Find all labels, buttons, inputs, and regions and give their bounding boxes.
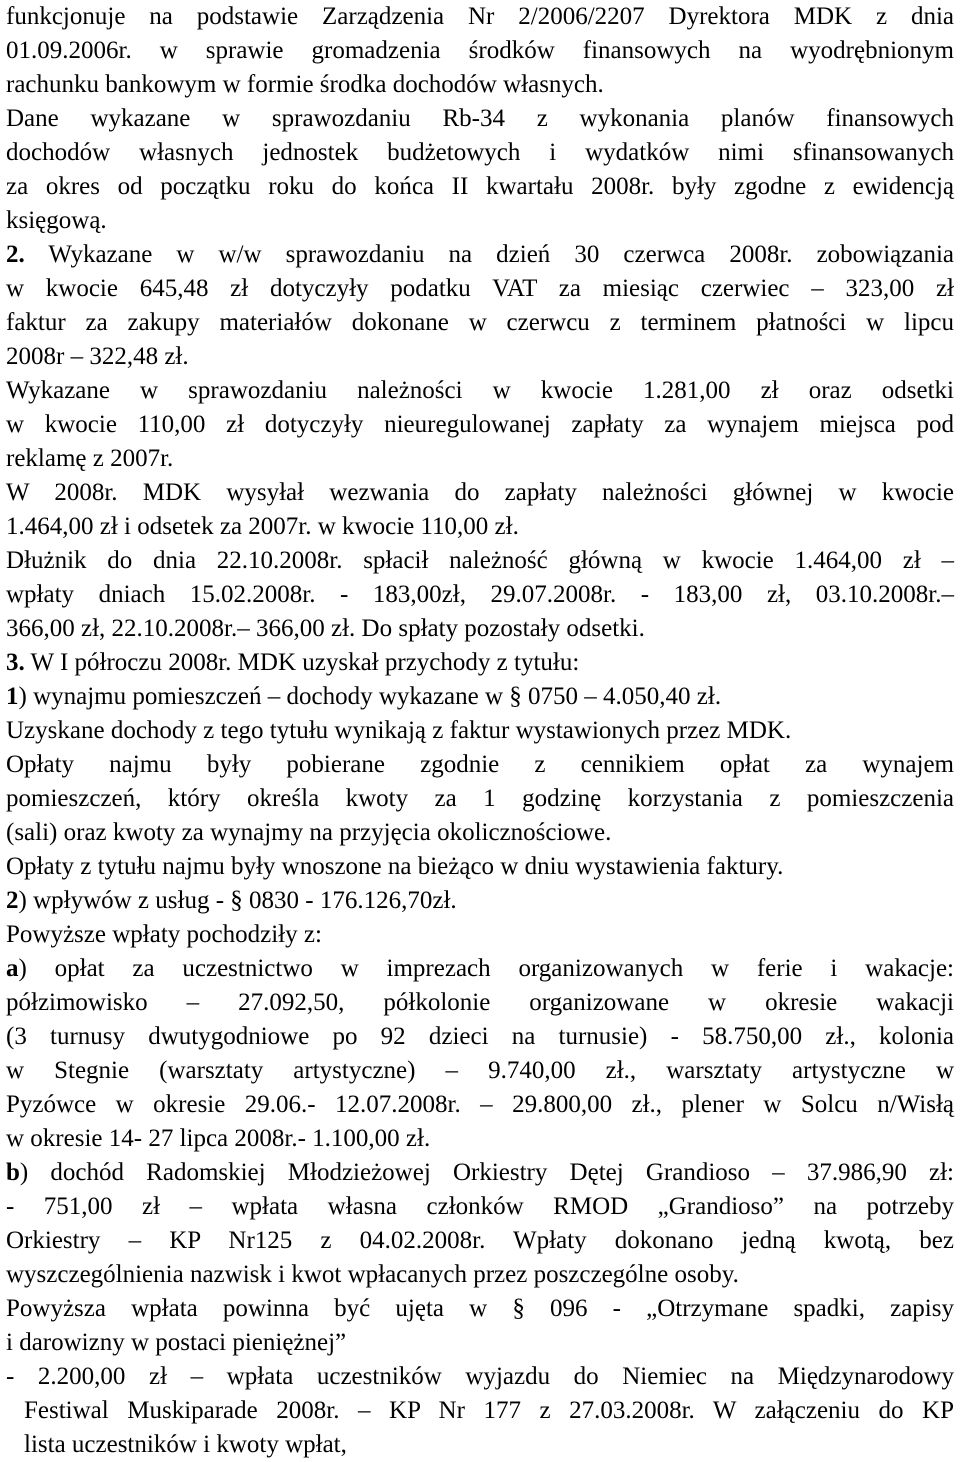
line-text: Opłaty najmu były pobierane zgodnie z cennikiem opłat za wynajem xyxy=(6,751,954,778)
line-text: reklamę z 2007r. xyxy=(6,445,174,472)
text-line xyxy=(6,1224,954,1258)
line-text: (sali) oraz kwoty za wynajmy na przyjęcia okolicznościowe. xyxy=(6,819,612,846)
line-text: W I półroczu 2008r. MDK uzyskał przychody z tytułu: xyxy=(24,649,580,676)
line-text: za okres od początku roku do końca II kwartału 2008r. były zgodne z ewidencją xyxy=(6,173,954,200)
line-text: ) wynajmu pomieszczeń – dochody wykazane w § 0750 – 4.050,40 zł. xyxy=(18,683,722,710)
line-text: Wykazane w w/w sprawozdaniu na dzień 30 czerwca 2008r. zobowiązania xyxy=(24,241,954,268)
text-line xyxy=(6,578,954,612)
line-text: pomieszczeń, który określa kwoty za 1 godzinę korzystania z pomieszczenia xyxy=(6,785,954,812)
text-line xyxy=(6,748,954,782)
line-text: - 751,00 zł – wpłata własna członków RMOD „Grandioso” na potrzeby xyxy=(6,1193,954,1220)
text-line xyxy=(6,0,954,34)
line-text: dochodów własnych jednostek budżetowych i wydatków nimi sfinansowanych xyxy=(6,139,954,166)
line-text: Wykazane w sprawozdaniu należności w kwocie 1.281,00 zł oraz odsetki xyxy=(6,377,954,404)
line-text: półzimowisko – 27.092,50, półkolonie organizowane w okresie wakacji xyxy=(6,989,954,1016)
line-text: ) dochód Radomskiej Młodzieżowej Orkiestry Dętej Grandioso – 37.986,90 zł: xyxy=(19,1159,954,1186)
text-line xyxy=(6,714,954,748)
text-line xyxy=(6,952,954,986)
text-line xyxy=(6,510,954,544)
text-line xyxy=(6,170,954,204)
text-line xyxy=(6,782,954,816)
text-line xyxy=(6,1326,954,1360)
text-line xyxy=(6,238,954,272)
line-text: w kwocie 645,48 zł dotyczyły podatku VAT za miesiąc czerwiec – 323,00 zł xyxy=(6,275,954,302)
text-line xyxy=(6,1020,954,1054)
line-text: 2008r – 322,48 zł. xyxy=(6,343,189,370)
text-line xyxy=(6,544,954,578)
line-text: lista uczestników i kwoty wpłat, xyxy=(24,1431,347,1458)
item-marker: a xyxy=(6,955,19,982)
line-text: 1.464,00 zł i odsetek za 2007r. w kwocie 110,00 zł. xyxy=(6,513,519,540)
line-text: funkcjonuje na podstawie Zarządzenia Nr 2/2006/2207 Dyrektora MDK z dnia xyxy=(6,3,954,30)
text-line xyxy=(6,34,954,68)
text-line xyxy=(6,1360,954,1394)
line-text: Festiwal Muskiparade 2008r. – KP Nr 177 z 27.03.2008r. W załączeniu do KP xyxy=(24,1397,954,1424)
line-text: Uzyskane dochody z tego tytułu wynikają z faktur wystawionych przez MDK. xyxy=(6,717,792,744)
text-line xyxy=(24,1428,954,1462)
text-line xyxy=(6,306,954,340)
text-line xyxy=(6,1258,954,1292)
text-line xyxy=(6,918,954,952)
line-text: w Stegnie (warsztaty artystyczne) – 9.740,00 zł., warsztaty artystyczne w xyxy=(6,1057,954,1084)
line-text: ) opłat za uczestnictwo w imprezach organizowanych w ferie i wakacje: xyxy=(18,955,954,982)
line-text: (3 turnusy dwutygodniowe po 92 dzieci na turnusie) - 58.750,00 zł., kolonia xyxy=(6,1023,954,1050)
line-text: w okresie 14- 27 lipca 2008r.- 1.100,00 zł. xyxy=(6,1125,431,1152)
text-line xyxy=(6,986,954,1020)
text-line xyxy=(6,816,954,850)
text-line xyxy=(6,272,954,306)
text-line xyxy=(6,850,954,884)
line-text: Dłużnik do dnia 22.10.2008r. spłacił należność główną w kwocie 1.464,00 zł – xyxy=(6,547,954,574)
text-line xyxy=(6,340,954,374)
line-text: faktur za zakupy materiałów dokonane w czerwcu z terminem płatności w lipcu xyxy=(6,309,954,336)
line-text: rachunku bankowym w formie środka dochodów własnych. xyxy=(6,71,604,98)
line-text: księgową. xyxy=(6,207,107,234)
text-line xyxy=(6,646,954,680)
line-text: Powyższa wpłata powinna być ujęta w § 096 - „Otrzymane spadki, zapisy xyxy=(6,1295,954,1322)
line-text: wyszczególnienia nazwisk i kwot wpłacanych przez poszczególne osoby. xyxy=(6,1261,739,1288)
text-line xyxy=(6,476,954,510)
item-marker: 2 xyxy=(6,887,19,914)
text-line xyxy=(24,1394,954,1428)
line-text: i darowizny w postaci pieniężnej” xyxy=(6,1329,347,1356)
line-text: 01.09.2006r. w sprawie gromadzenia środków finansowych na wyodrębnionym xyxy=(6,37,954,64)
line-text: - 2.200,00 zł – wpłata uczestników wyjazdu do Niemiec na Międzynarodowy xyxy=(6,1363,954,1390)
text-line xyxy=(6,1054,954,1088)
text-line xyxy=(6,1156,954,1190)
text-line xyxy=(6,136,954,170)
line-text: Opłaty z tytułu najmu były wnoszone na bieżąco w dniu wystawienia faktury. xyxy=(6,853,784,880)
item-marker: 1 xyxy=(6,683,19,710)
text-line xyxy=(6,442,954,476)
text-line xyxy=(6,1122,954,1156)
line-text: Dane wykazane w sprawozdaniu Rb-34 z wykonania planów finansowych xyxy=(6,105,954,132)
text-line xyxy=(6,612,954,646)
line-text: w kwocie 110,00 zł dotyczyły nieuregulowanej zapłaty za wynajem miejsca pod xyxy=(6,411,954,438)
line-text: 366,00 zł, 22.10.2008r.– 366,00 zł. Do spłaty pozostały odsetki. xyxy=(6,615,645,642)
text-line xyxy=(6,408,954,442)
text-line xyxy=(6,1088,954,1122)
text-line xyxy=(6,374,954,408)
line-text: ) wpływów z usług - § 0830 - 176.126,70zł. xyxy=(18,887,457,914)
line-text: W 2008r. MDK wysyłał wezwania do zapłaty należności głównej w kwocie xyxy=(6,479,954,506)
item-marker: 3. xyxy=(6,649,25,676)
text-line xyxy=(6,884,954,918)
item-marker: 2. xyxy=(6,241,25,268)
text-line xyxy=(6,204,954,238)
line-text: Powyższe wpłaty pochodziły z: xyxy=(6,921,322,948)
line-text: wpłaty dniach 15.02.2008r. - 183,00zł, 29.07.2008r. - 183,00 zł, 03.10.2008r.– xyxy=(6,581,954,608)
line-text: Orkiestry – KP Nr125 z 04.02.2008r. Wpłaty dokonano jedną kwotą, bez xyxy=(6,1227,954,1254)
text-line xyxy=(6,1292,954,1326)
line-text: Pyzówce w okresie 29.06.- 12.07.2008r. – 29.800,00 zł., plener w Solcu n/Wisłą xyxy=(6,1091,954,1118)
text-line xyxy=(6,102,954,136)
text-line xyxy=(6,680,954,714)
text-line xyxy=(6,68,954,102)
item-marker: b xyxy=(6,1159,20,1186)
text-line xyxy=(6,1190,954,1224)
